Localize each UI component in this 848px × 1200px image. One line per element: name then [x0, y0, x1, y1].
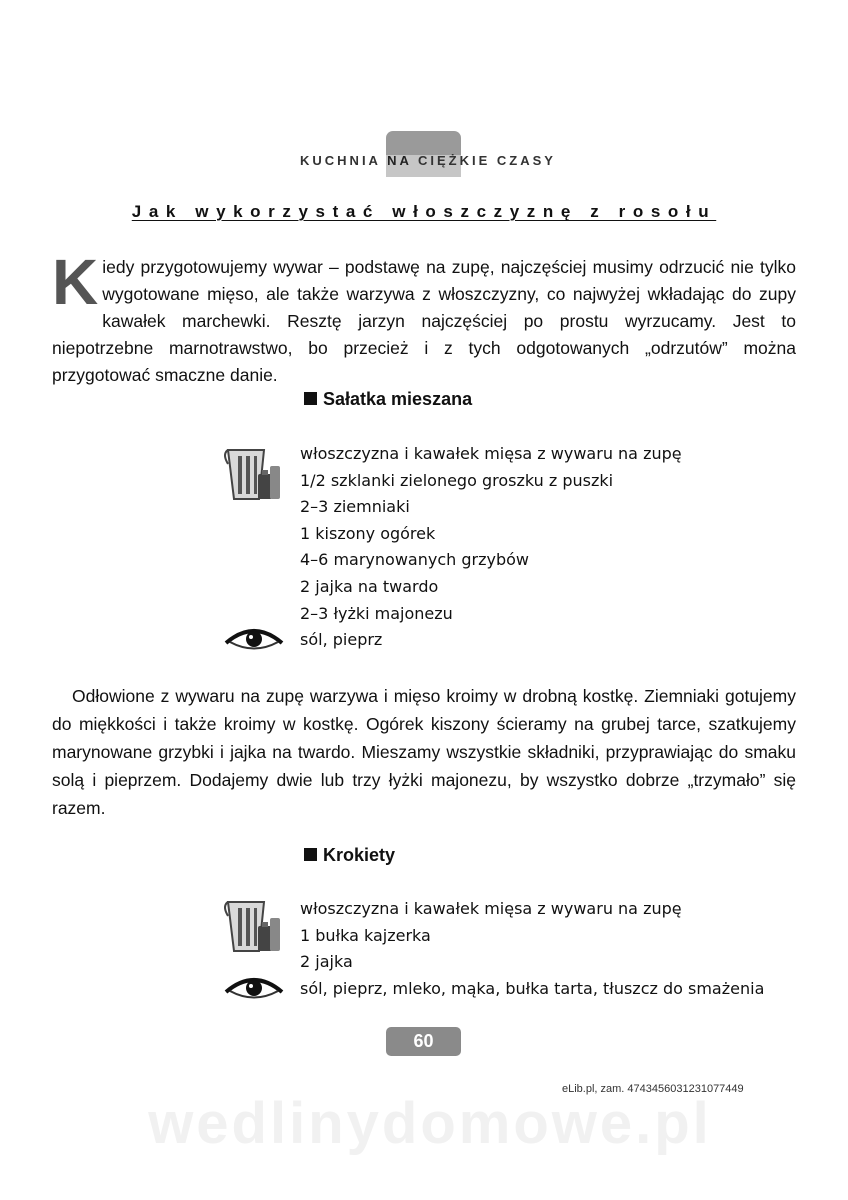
- ingredient-item: włoszczyzna i kawałek mięsa z wywaru na zupę: [300, 899, 682, 918]
- ingredient-item: 2 jajka: [300, 952, 353, 972]
- header-part-2: NA: [387, 153, 412, 168]
- recipe-2-heading: [304, 845, 395, 866]
- watermark: wedlinydomowe.pl: [148, 1091, 712, 1156]
- ingredient-item: włoszczyzna i kawałek mięsa z wywaru na zupę: [300, 444, 682, 463]
- ingredient-item: 2 jajka na twardo: [300, 576, 439, 596]
- ingredients-jar-icon: [224, 444, 284, 504]
- ingredient-item: 2–3 łyżki majonezu: [300, 603, 453, 623]
- intro-paragraph: [52, 246, 796, 389]
- recipe-1-title: Sałatka mieszana: [323, 389, 473, 409]
- ingredient-item: 1 bułka kajzerka: [300, 925, 431, 945]
- eye-icon: [224, 625, 284, 653]
- article-title: Jak wykorzystać włoszczyznę z rosołu: [131, 202, 717, 221]
- bullet-square-icon: [304, 848, 317, 861]
- elib-note: eLib.pl, zam. 4743456031231077449: [562, 1083, 744, 1095]
- running-header: [300, 153, 556, 168]
- ingredient-item: 4–6 marynowanych grzybów: [300, 550, 529, 570]
- recipe-1-method: Odłowione z wywaru na zupę warzywa i mięso kroimy w drobną kostkę. Ziemniaki gotujemy do miękkości i także kroimy w kostkę. Ogórek kiszony ścieramy na grubej tarce, szatkujemy marynowane grzybki i jajka na twardo. Mieszamy wszystkie składniki, przyprawiając do smaku solą i pieprzem. Dodajemy dwie lub trzy łyżki majonezu, by wszystko dobrze „trzymało” się razem.: [52, 686, 796, 818]
- ingredient-item: 1 kiszony ogórek: [300, 523, 436, 543]
- bullet-square-icon: [304, 392, 317, 405]
- intro-text: iedy przygotowujemy wywar – podstawę na zupę, najczęściej musimy odrzucić nie tylko wygotowane mięso, ale także warzywa z włoszczyzny, co najwyżej wkładając do zupy kawałek marchewki. Resztę jarzyn najczęściej po prostu wyrzucamy. Jest to niepotrzebne marnotrawstwo, bo przecież i z tych odgotowanych „odrzutów” można przygotować smaczne danie.: [52, 257, 796, 385]
- drop-cap: K: [52, 246, 99, 318]
- ingredient-item: sól, pieprz: [300, 630, 383, 650]
- ingredients-jar-icon: [224, 896, 284, 956]
- recipe-2-ingredient-list: [300, 896, 764, 1002]
- recipe-2-title: Krokiety: [323, 845, 396, 865]
- ingredient-item: 2–3 ziemniaki: [300, 497, 410, 517]
- header-part-1: KUCHNIA: [300, 153, 388, 168]
- ingredient-item: sól, pieprz, mleko, mąka, bułka tarta, tłuszcz do smażenia: [300, 978, 765, 998]
- recipe-1-heading: [304, 389, 472, 410]
- eye-icon: [224, 974, 284, 1002]
- recipe-1-ingredient-list: [300, 441, 682, 654]
- header-part-3: CIĘŻKIE CZASY: [411, 153, 556, 168]
- ingredient-item: 1/2 szklanki zielonego groszku z puszki: [300, 470, 614, 490]
- page-number: 60: [386, 1027, 461, 1056]
